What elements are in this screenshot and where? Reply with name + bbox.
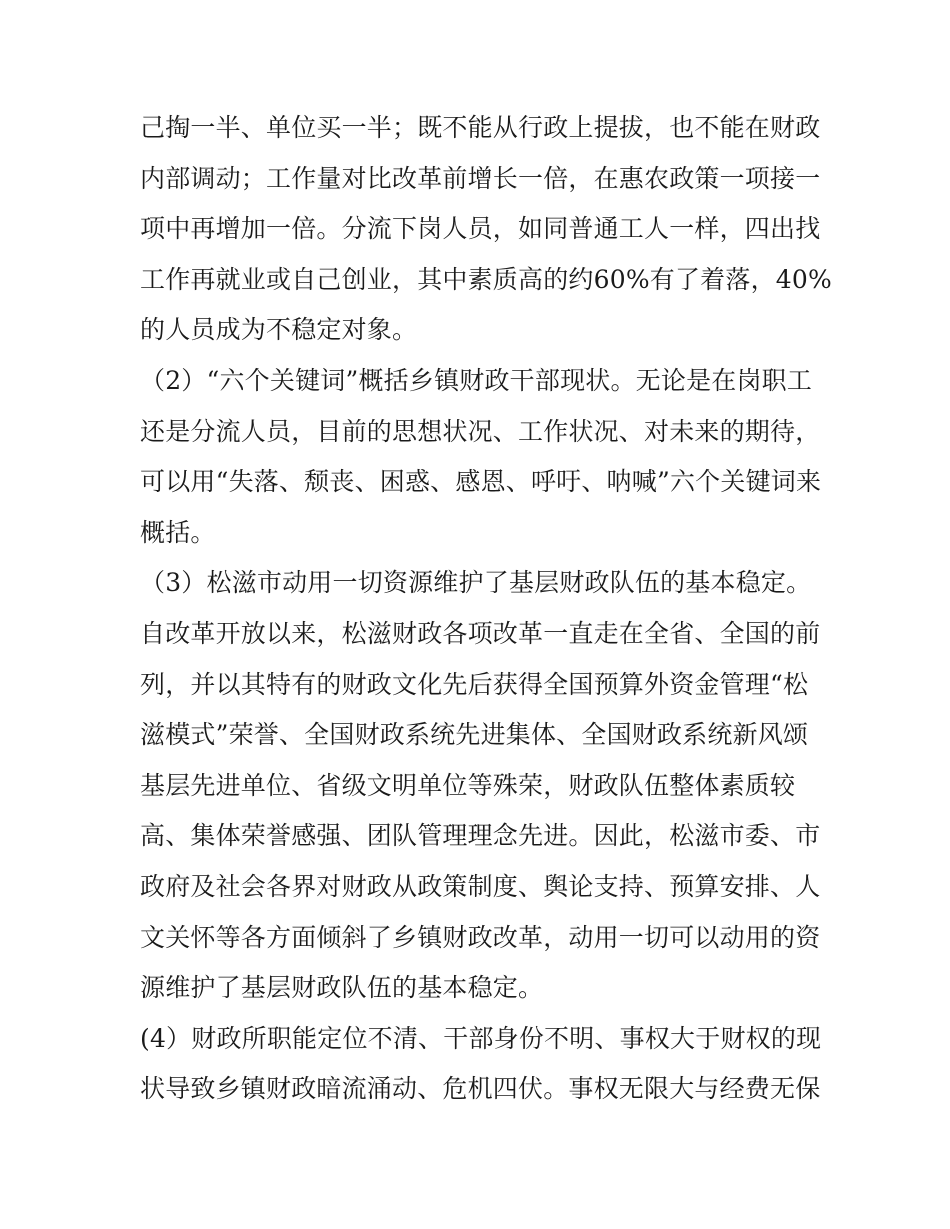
text-line: 还是分流人员，目前的思想状况、工作状况、对未来的期待， <box>140 416 821 446</box>
text-line: （3）松滋市动用一切资源维护了基层财政队伍的基本稳定。 <box>140 568 812 598</box>
body-text <box>140 103 830 1115</box>
text-line: 滋模式”荣誉、全国财政系统先进集体、全国财政系统新风颂 <box>140 720 809 750</box>
text-line: 己掏一半、单位买一半；既不能从行政上提拔，也不能在财政 <box>140 113 821 142</box>
text-line: 的人员成为不稳定对象。 <box>140 315 418 345</box>
text-line: 文关怀等各方面倾斜了乡镇财政改革，动用一切可以动用的资 <box>140 922 821 952</box>
text-line: （2）“六个关键词”概括乡镇财政干部现状。无论是在岗职工 <box>140 365 813 395</box>
text-line: 源维护了基层财政队伍的基本稳定。 <box>140 973 544 1003</box>
text-line: 列，并以其特有的财政文化先后获得全国预算外资金管理“松 <box>140 669 809 699</box>
text-line: 政府及社会各界对财政从政策制度、舆论支持、预算安排、人 <box>140 871 821 901</box>
text-line: 高、集体荣誉感强、团队管理理念先进。因此，松滋市委、市 <box>140 821 821 851</box>
text-line: 项中再增加一倍。分流下岗人员，如同普通工人一样，四出找 <box>140 214 821 244</box>
text-line: 概括。 <box>140 517 216 547</box>
text-line: 基层先进单位、省级文明单位等殊荣，财政队伍整体素质较 <box>140 770 796 800</box>
text-line: (4）财政所职能定位不清、干部身份不明、事权大于财权的现 <box>140 1023 822 1053</box>
text-line: 内部调动；工作量对比改革前增长一倍，在惠农政策一项接一 <box>140 163 821 193</box>
text-line: 工作再就业或自己创业，其中素质高的约60%有了着落，40% <box>140 264 832 294</box>
text-line: 状导致乡镇财政暗流涌动、危机四伏。事权无限大与经费无保 <box>140 1074 821 1104</box>
text-line: 可以用“失落、颓丧、困惑、感恩、呼吁、呐喊”六个关键词来 <box>140 467 822 497</box>
text-line: 自改革开放以来，松滋财政各项改革一直走在全省、全国的前 <box>140 618 821 648</box>
